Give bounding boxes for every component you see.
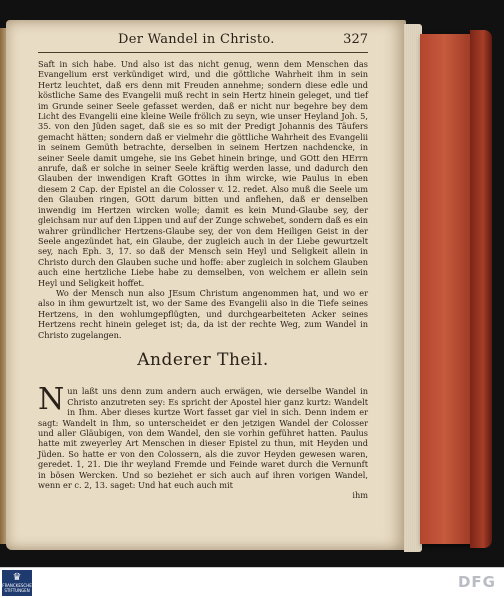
paragraph-3-text: un laßt uns denn zum andern auch erwägen, wie derselbe Wandel in Christo anzutreten sey: Es spricht der Apostel hier ganz kurtz: Wandelt in Ihm. Aber dieses kurtze Wort fasset gar viel in sich. Denn indem er sagt: Wandelt in Ihm, so unterscheidet er den jetzigen Wandel der Colosser und aller Gläubigen, von dem Wandel, den sie vorhin geführet hatten. Paulus hatte mit zweyerley Art Menschen in dieser Epistel zu thun, mit Heyden und Jüden. So hatte er von den Colossern, als die zuvor Heyden gewesen waren, geredet. 1, 21. Die ihr weyland Fremde und Feinde waret durch die Vernunft in bösen Wercken. Und so beziehet er sich auch auf ihren vorigen Wandel, wenn er c. 2, 13. saget: Und hat euch auch mit	[38, 386, 368, 491]
catchword: ihm	[352, 490, 368, 501]
page-number: 327	[343, 32, 368, 47]
running-head	[38, 30, 368, 53]
paragraph-2: Wo der Mensch nun also JEsum Christum angenommen hat, und wo er also in ihm gewurtzelt ist, wo der Same des Evangelii also in die Tiefe seines Hertzens, in den wohlumgepflügten, und durchgearbeiteten Acker seines Hertzens recht hinein geleget ist; da, da ist der rechte Weg, zum Wandel in Christo zugelangen.	[38, 287, 368, 340]
francke-logo[interactable]	[2, 570, 32, 596]
footer-bar	[0, 567, 504, 598]
emblem-icon: ♛	[12, 572, 22, 583]
book-spine	[470, 30, 492, 548]
logo-caption: FRANCKESCHE STIFTUNGEN	[2, 583, 32, 593]
paragraph-1: Saft in sich habe. Und also ist das nicht genug, wenn dem Menschen das Evangelium erst verkündiget wird, und die göttliche Wahrheit ihm in sein Hertz leuchtet, daß ers denn mit Freuden annehme; sondern diese edle und köstliche Same des Evangelii muß recht in sein Hertz hinein geleget, und tief im Grunde seiner Seele gefasset werden, daß er nicht nur begehre bey dem Licht des Evangelii eine kleine Weile frölich zu seyn, wie unser Heyland Joh. 5, 35. von den Jüden saget, daß sie es so mit der Predigt Johannis des Täufers gemacht hätten; sondern daß er vielmehr die göttliche Wahrheit des Evangelii in seinem Gemüth betrachte, derselben in seinem Hertzen nachdencke, in seiner Seele damit umgehe, sie ins Gebet hinein bringe, und GOtt den HErrn anrufe, daß er solche in seiner Seele kräftig werden lasse, und dadurch den Glauben der inwendigen Kraft GOttes in ihm wircke, wie Paulus in eben diesem 2 Cap. der Epistel an die Colosser v. 12. redet. Also muß die Seele um den Glauben ringen, GOtt darum bitten und anflehen, daß er denselben inwendig im Hertzen wircken wolle; damit es kein Mund-Glaube sey, der gleichsam nur auf den Lippen und auf der Zunge schwebet, sondern daß es ein wahrer gründlicher Hertzens-Glaube sey, der von dem Heiligen Geist in der Seele angezündet hat, ein Glaube, der zugleich auch in der Liebe gewurtzelt sey, nach Eph. 3, 17. so daß der Mensch sein Heyl und Seligkeit allein in Christo durch den Glauben suche und hoffe: aber zugleich in solchem Glauben auch eine hertzliche Liebe habe zu demselben, von welchem er allein sein Heyl und Seligkeit hoffet.	[38, 59, 368, 288]
paragraph-3	[38, 376, 368, 490]
page-text-block	[38, 30, 368, 500]
section-heading: Anderer Theil.	[137, 349, 269, 370]
dfg-logo[interactable]: DFG	[457, 573, 496, 591]
running-title: Der Wandel in Christo.	[118, 32, 275, 47]
dropcap: N	[38, 382, 65, 418]
